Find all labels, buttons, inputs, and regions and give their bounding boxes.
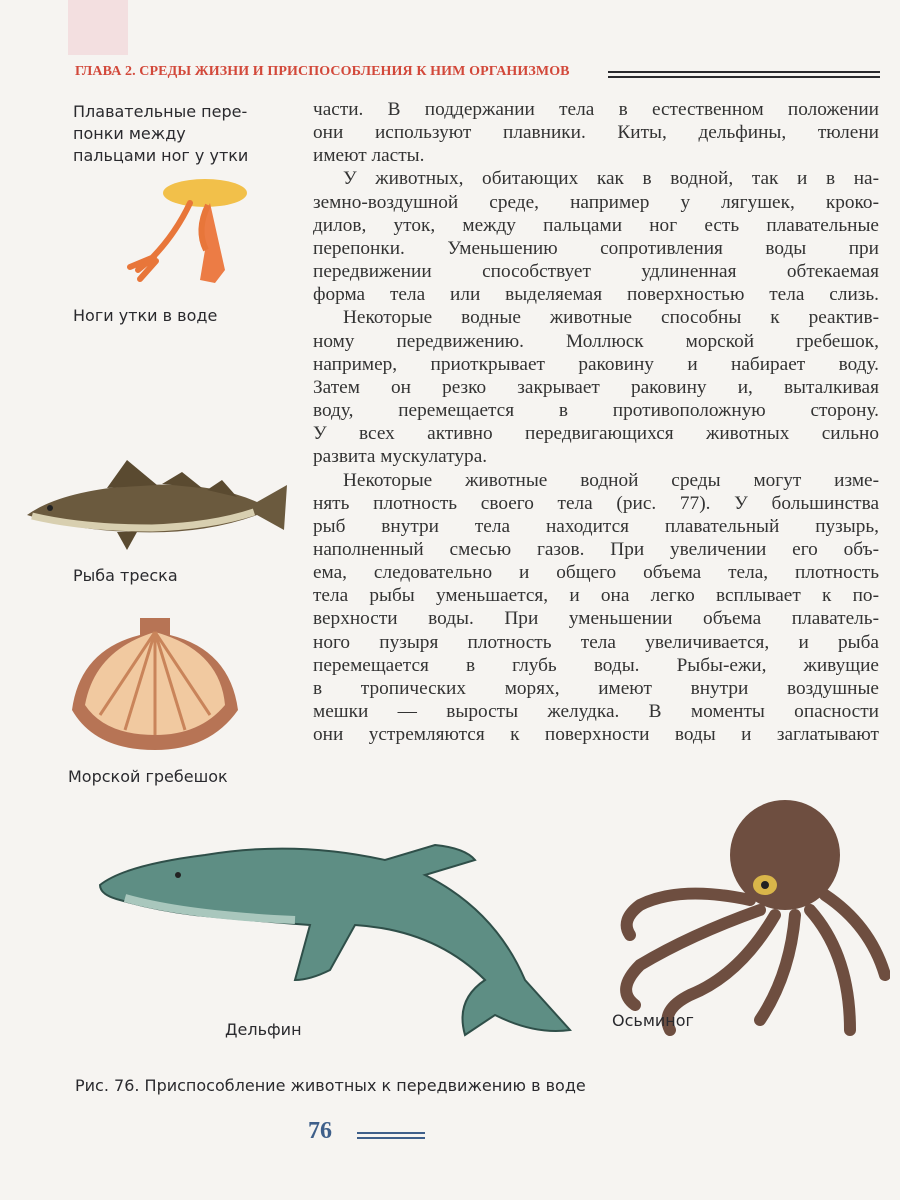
scallop-illustration	[60, 610, 250, 760]
page-number: 76	[308, 1118, 332, 1144]
text-line: воду, перемещается в противоположную сторону.	[313, 400, 879, 422]
text-line: дилов, уток, между пальцами ног есть плавательные	[313, 214, 879, 236]
octopus-caption: Осьминог	[612, 1011, 694, 1030]
text-line: верхности воды. При уменьшении объема плаватель-	[313, 608, 879, 630]
text-line: они используют плавники. Киты, дельфины, тюлени	[313, 122, 879, 144]
text-line: тела рыбы уменьшается, и она легко всплывает к по-	[313, 585, 879, 607]
text-line: ному передвижению. Моллюск морской гребешок,	[313, 330, 879, 352]
cod-caption: Рыба треска	[73, 566, 178, 585]
caption-line: понки между	[73, 124, 186, 143]
figure-caption: Рис. 76. Приспособление животных к передвижению в воде	[75, 1076, 586, 1095]
text-line: имеют ласты.	[313, 145, 425, 167]
text-line: Некоторые животные водной среды могут изме-	[343, 469, 879, 491]
page-corner-tint	[68, 0, 128, 55]
text-line: перемещается в глубь воды. Рыбы-ежи, живущие	[313, 654, 879, 676]
text-line: перепонки. Уменьшению сопротивления воды при	[313, 237, 879, 259]
dolphin-caption: Дельфин	[225, 1020, 302, 1039]
page-number-rule	[357, 1132, 425, 1139]
body-text	[313, 98, 879, 746]
text-line: нять плотность своего тела (рис. 77). У большинства	[313, 492, 879, 514]
scallop-caption: Морской гребешок	[68, 767, 228, 786]
text-line: Некоторые водные животные способны к реактив-	[343, 307, 879, 329]
text-line: Затем он резко закрывает раковину и, выталкивая	[313, 376, 879, 398]
caption-line: Плавательные пере-	[73, 102, 248, 121]
text-line: например, приоткрывает раковину и набирает воду.	[313, 353, 879, 375]
octopus-illustration	[600, 795, 890, 1040]
text-line: развита мускулатура.	[313, 446, 488, 468]
text-line: У всех активно передвигающихся животных сильно	[313, 423, 879, 445]
text-line: У животных, обитающих как в водной, так и в на-	[343, 168, 879, 190]
chapter-header: ГЛАВА 2. СРЕДЫ ЖИЗНИ И ПРИСПОСОБЛЕНИЯ К НИМ ОРГАНИЗМОВ	[75, 64, 570, 79]
duck-feet-illustration	[120, 175, 250, 290]
text-line: части. В поддержании тела в естественном положении	[313, 99, 879, 120]
text-line: форма тела или выделяемая поверхностью тела слизь.	[313, 284, 879, 306]
text-line: в тропических морях, имеют внутри воздушные	[313, 677, 879, 699]
text-line: наполненный смесью газов. При увеличении его объ-	[313, 538, 879, 560]
header-rule	[608, 71, 880, 78]
text-line: передвижении способствует удлиненная обтекаемая	[313, 261, 879, 283]
text-line: рыб внутри тела находится плавательный пузырь,	[313, 515, 879, 537]
caption-line: пальцами ног у утки	[73, 146, 249, 165]
dolphin-illustration	[95, 830, 575, 1050]
text-line: земно-воздушной среде, например у лягушек, кроко-	[313, 191, 879, 213]
cod-fish-illustration	[22, 450, 292, 560]
text-line: мешки — выросты желудка. В моменты опасности	[313, 701, 879, 723]
text-line: они устремляются к поверхности воды и заглатывают	[313, 724, 879, 746]
text-line: ного пузыря плотность тела увеличивается, и рыба	[313, 631, 879, 653]
webbed-feet-caption	[73, 101, 248, 167]
text-line: ема, следовательно и общего объема тела, плотность	[313, 562, 879, 584]
duck-feet-caption: Ноги утки в воде	[73, 306, 218, 325]
